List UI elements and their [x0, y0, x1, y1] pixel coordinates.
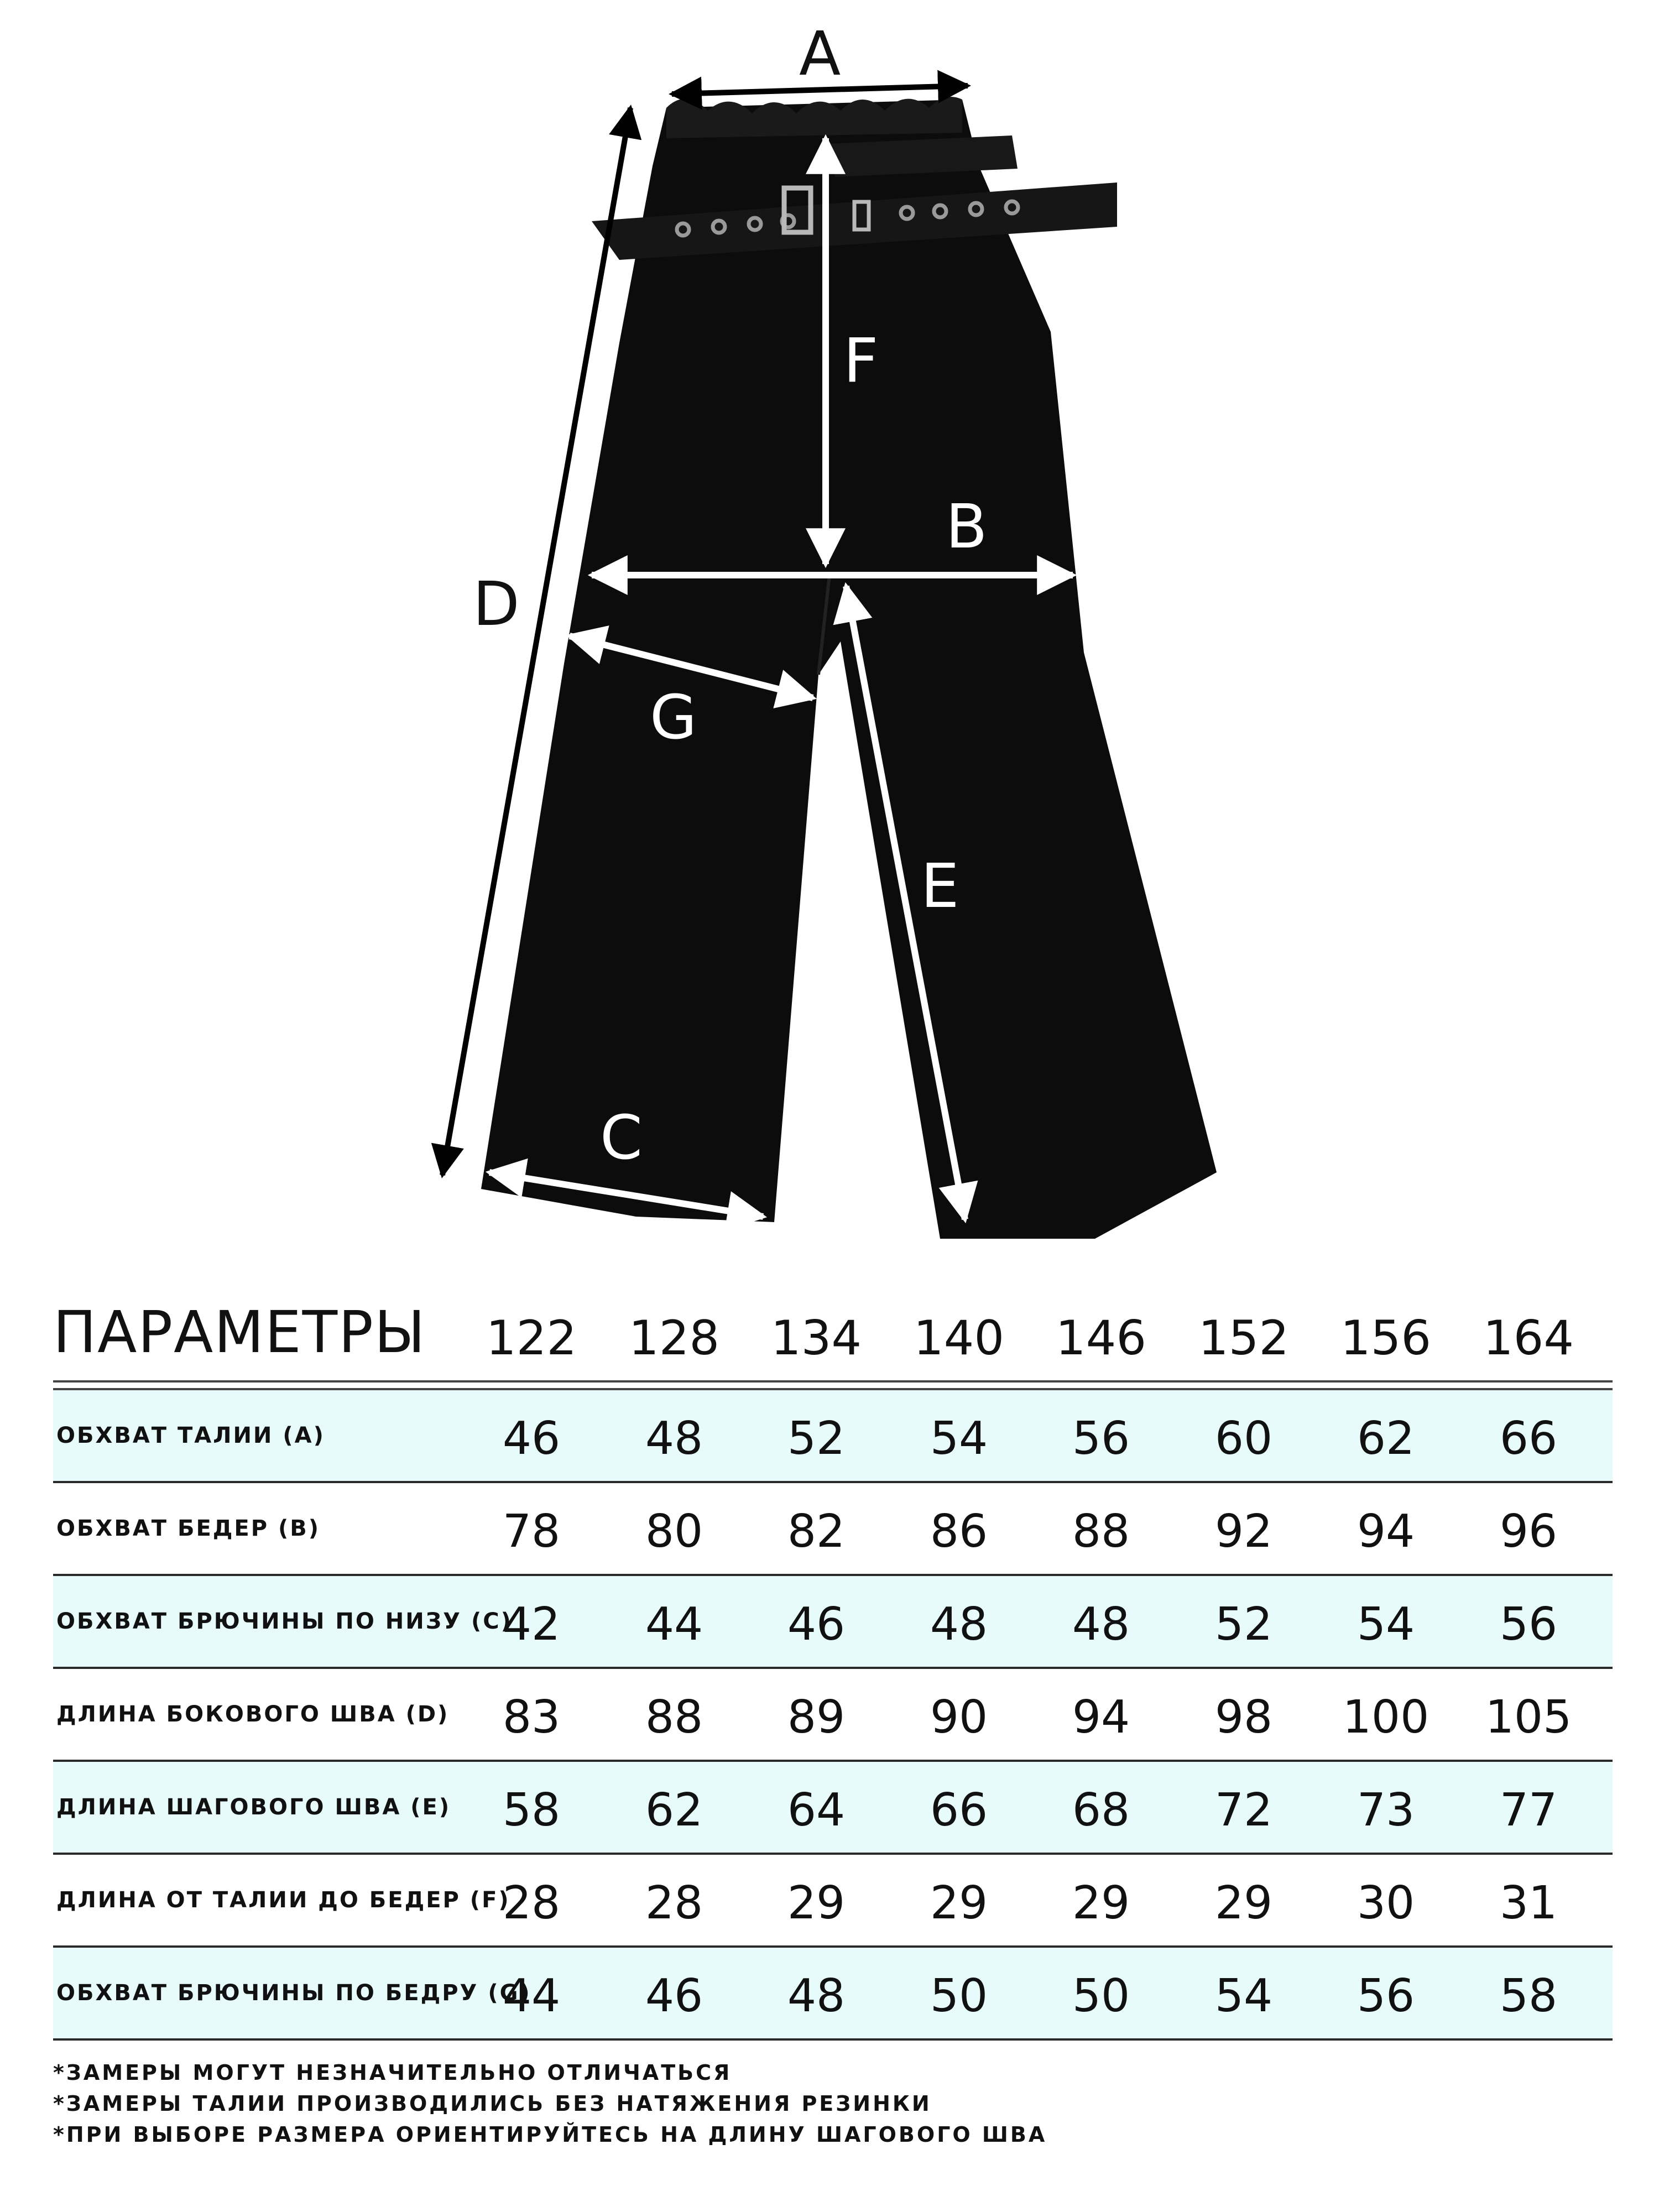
table-cell: 54 — [930, 1412, 988, 1465]
table-cell: 30 — [1357, 1876, 1415, 1929]
table-cell: 44 — [502, 1969, 561, 2022]
table-cell: 62 — [1357, 1412, 1415, 1465]
table-cell: 78 — [502, 1505, 561, 1558]
table-row — [53, 1762, 1613, 1855]
table-cell: 54 — [1214, 1969, 1273, 2022]
table-cell: 29 — [1214, 1876, 1273, 1929]
table-row — [53, 1390, 1613, 1483]
size-header: 146 — [1055, 1311, 1147, 1366]
table-cell: 98 — [1214, 1691, 1273, 1744]
table-cell: 88 — [645, 1691, 703, 1744]
table-cell: 62 — [645, 1783, 703, 1837]
table-rule — [53, 1380, 1613, 1383]
table-cell: 94 — [1072, 1691, 1130, 1744]
row-label: ОБХВАТ БРЮЧИНЫ ПО НИЗУ (С) — [56, 1609, 513, 1634]
table-cell: 46 — [645, 1969, 703, 2022]
table-row — [53, 1483, 1613, 1576]
table-cell: 44 — [645, 1598, 703, 1651]
table-cell: 83 — [502, 1691, 561, 1744]
label-a: A — [799, 18, 841, 89]
table-cell: 94 — [1357, 1505, 1415, 1558]
footnote: *ЗАМЕРЫ МОГУТ НЕЗНАЧИТЕЛЬНО ОТЛИЧАТЬСЯ — [53, 2060, 732, 2085]
row-label: ДЛИНА ОТ ТАЛИИ ДО БЕДЕР (F) — [56, 1887, 510, 1913]
table-cell: 52 — [787, 1412, 846, 1465]
table-cell: 58 — [1499, 1969, 1558, 2022]
table-cell: 48 — [787, 1969, 846, 2022]
footnotes — [53, 2057, 1047, 2150]
table-row — [53, 1576, 1613, 1669]
row-label: ДЛИНА ШАГОВОГО ШВА (Е) — [56, 1794, 451, 1820]
label-f: F — [843, 325, 879, 396]
table-cell: 31 — [1499, 1876, 1558, 1929]
footnote: *ЗАМЕРЫ ТАЛИИ ПРОИЗВОДИЛИСЬ БЕЗ НАТЯЖЕНИЯ РЕЗИНКИ — [53, 2091, 932, 2116]
label-d: D — [473, 568, 520, 639]
size-header: 152 — [1198, 1311, 1290, 1366]
footnote: *ПРИ ВЫБОРЕ РАЗМЕРА ОРИЕНТИРУЙТЕСЬ НА ДЛИНУ ШАГОВОГО ШВА — [53, 2122, 1047, 2147]
label-c: C — [600, 1102, 643, 1173]
label-b: B — [946, 491, 988, 562]
size-header: 156 — [1340, 1311, 1432, 1366]
table-cell: 73 — [1357, 1783, 1415, 1837]
table-cell: 29 — [787, 1876, 846, 1929]
table-cell: 56 — [1357, 1969, 1415, 2022]
table-cell: 56 — [1072, 1412, 1130, 1465]
table-header-row — [53, 1288, 1613, 1371]
table-cell: 60 — [1214, 1412, 1273, 1465]
row-label: ОБХВАТ ТАЛИИ (А) — [56, 1423, 325, 1448]
table-cell: 52 — [1214, 1598, 1273, 1651]
row-label: ОБХВАТ БРЮЧИНЫ ПО БЕДРУ (G) — [56, 1980, 531, 2006]
table-row — [53, 1948, 1613, 2041]
table-cell: 42 — [502, 1598, 561, 1651]
row-label: ДЛИНА БОКОВОГО ШВА (D) — [56, 1702, 450, 1727]
table-cell: 46 — [787, 1598, 846, 1651]
table-cell: 72 — [1214, 1783, 1273, 1837]
table-cell: 50 — [1072, 1969, 1130, 2022]
label-e: E — [921, 851, 959, 921]
table-cell: 48 — [1072, 1598, 1130, 1651]
size-header: 128 — [628, 1311, 720, 1366]
table-cell: 29 — [930, 1876, 988, 1929]
size-table — [53, 1288, 1613, 2041]
table-title: ПАРАМЕТРЫ — [53, 1298, 426, 1366]
table-cell: 100 — [1342, 1691, 1430, 1744]
row-label: ОБХВАТ БЕДЕР (В) — [56, 1516, 321, 1541]
table-cell: 28 — [645, 1876, 703, 1929]
table-cell: 89 — [787, 1691, 846, 1744]
table-cell: 88 — [1072, 1505, 1130, 1558]
table-cell: 80 — [645, 1505, 703, 1558]
table-row — [53, 1669, 1613, 1762]
table-cell: 64 — [787, 1783, 846, 1837]
label-g: G — [650, 682, 697, 753]
table-cell: 50 — [930, 1969, 988, 2022]
size-header: 164 — [1483, 1311, 1574, 1366]
table-cell: 29 — [1072, 1876, 1130, 1929]
table-cell: 66 — [1499, 1412, 1558, 1465]
table-cell: 48 — [930, 1598, 988, 1651]
table-cell: 92 — [1214, 1505, 1273, 1558]
table-cell: 56 — [1499, 1598, 1558, 1651]
size-header: 134 — [770, 1311, 862, 1366]
table-cell: 105 — [1485, 1691, 1572, 1744]
table-cell: 77 — [1499, 1783, 1558, 1837]
trousers-image — [481, 97, 1217, 1239]
table-cell: 54 — [1357, 1598, 1415, 1651]
table-cell: 68 — [1072, 1783, 1130, 1837]
table-cell: 86 — [930, 1505, 988, 1558]
table-cell: 58 — [502, 1783, 561, 1837]
table-cell: 82 — [787, 1505, 846, 1558]
size-header: 140 — [913, 1311, 1005, 1366]
table-cell: 96 — [1499, 1505, 1558, 1558]
size-header: 122 — [486, 1311, 577, 1366]
table-row — [53, 1855, 1613, 1948]
table-cell: 28 — [502, 1876, 561, 1929]
table-cell: 48 — [645, 1412, 703, 1465]
table-cell: 46 — [502, 1412, 561, 1465]
table-cell: 90 — [930, 1691, 988, 1744]
table-cell: 66 — [930, 1783, 988, 1837]
